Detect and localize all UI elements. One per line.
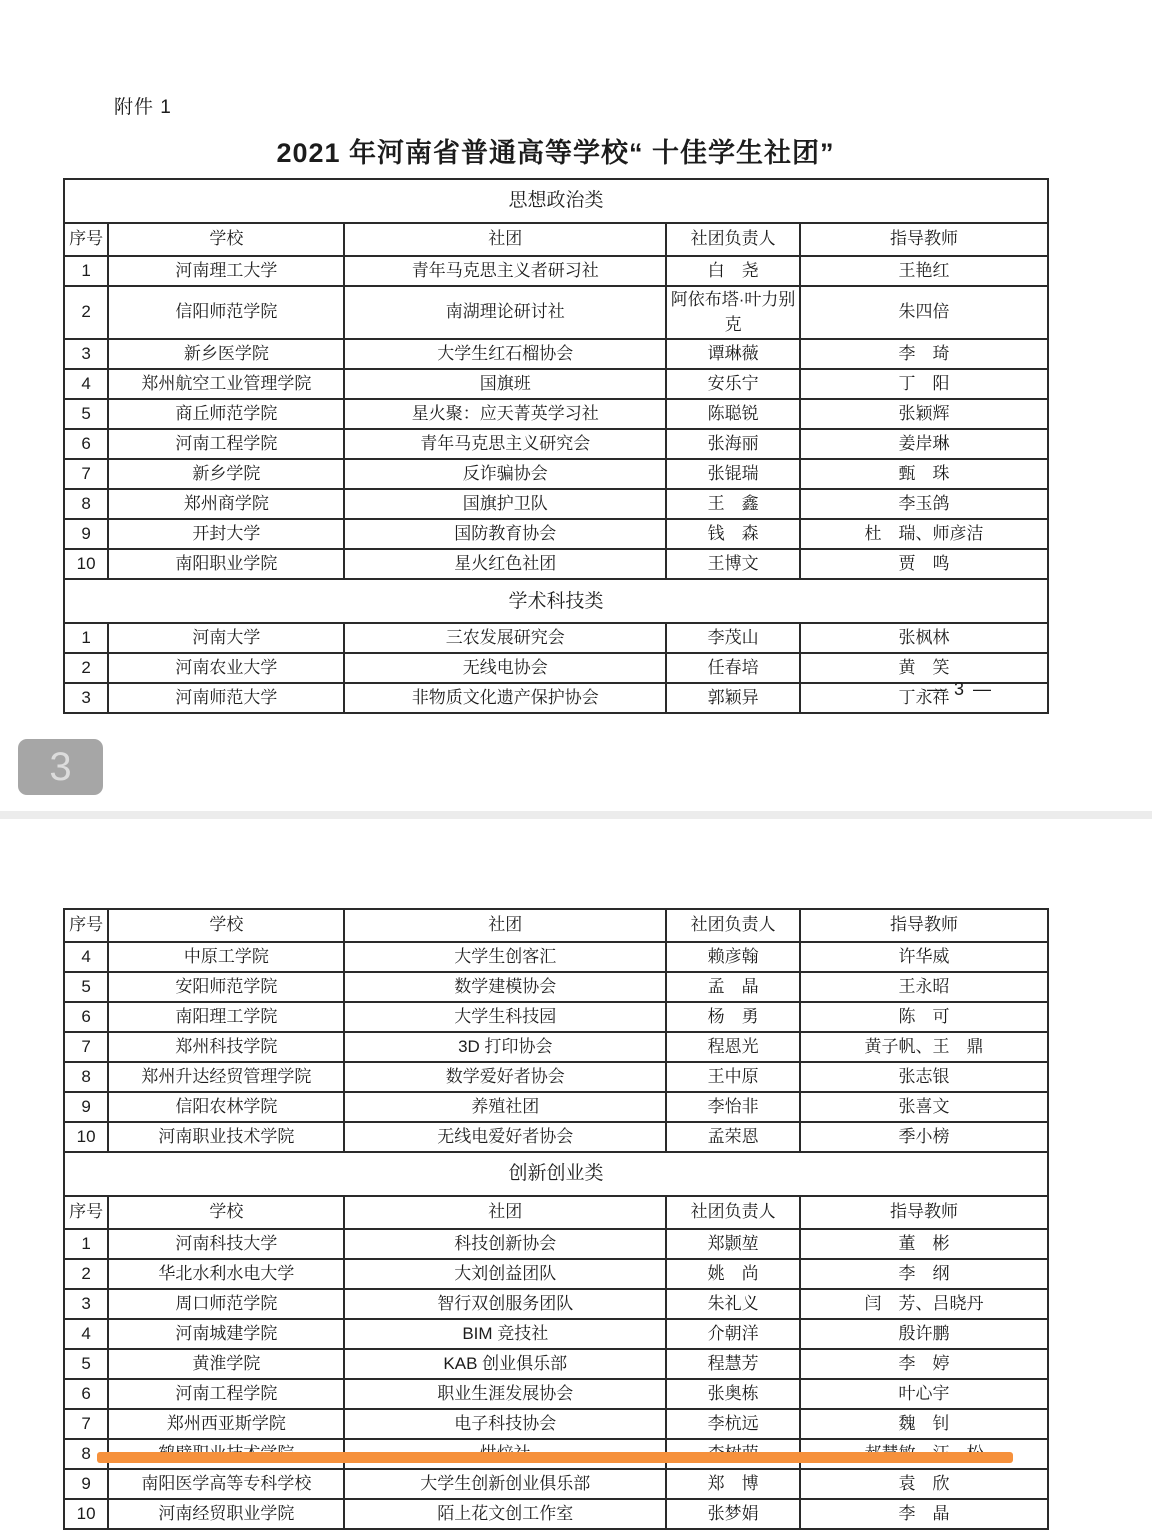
cell-teacher: 杜 瑞、师彦洁	[800, 519, 1048, 549]
table-row	[64, 1469, 1048, 1499]
section-title: 学术科技类	[64, 579, 1048, 623]
cell-leader: 介朝洋	[666, 1319, 800, 1349]
cell-school: 郑州升达经贸管理学院	[108, 1062, 344, 1092]
cell-leader: 王中原	[666, 1062, 800, 1092]
cell-teacher: 姜岸琳	[800, 429, 1048, 459]
cell-leader: 陈聪锐	[666, 399, 800, 429]
cell-teacher: 黄 笑	[800, 653, 1048, 683]
table-row	[64, 1229, 1048, 1259]
cell-index: 7	[64, 459, 108, 489]
cell-leader: 阿依布塔·叶力别克	[666, 286, 800, 339]
attachment-label: 附件 1	[114, 97, 172, 118]
cell-leader: 张海丽	[666, 429, 800, 459]
cell-teacher: 丁永祥	[800, 683, 1048, 713]
column-header: 学校	[108, 1196, 344, 1229]
scroll-page-badge: 3	[18, 739, 103, 795]
column-header: 学校	[108, 223, 344, 256]
cell-index: 1	[64, 623, 108, 653]
cell-index: 10	[64, 1499, 108, 1529]
cell-teacher: 李玉鸽	[800, 489, 1048, 519]
table-row	[64, 519, 1048, 549]
cell-club: 无线电协会	[344, 653, 666, 683]
cell-club: 大学生科技园	[344, 1002, 666, 1032]
document-title: 2021 年河南省普通高等学校“ 十佳学生社团”	[276, 138, 835, 168]
cell-school: 新乡医学院	[108, 339, 344, 369]
cell-teacher: 张枫林	[800, 623, 1048, 653]
cell-leader: 郭颖异	[666, 683, 800, 713]
cell-club: 南湖理论研讨社	[344, 286, 666, 339]
cell-club: BIM 竞技社	[344, 1319, 666, 1349]
cell-leader: 白 尧	[666, 256, 800, 286]
cell-school: 郑州科技学院	[108, 1032, 344, 1062]
section-title: 创新创业类	[64, 1152, 1048, 1196]
cell-school: 黄淮学院	[108, 1349, 344, 1379]
cell-club: KAB 创业俱乐部	[344, 1349, 666, 1379]
cell-school: 河南农业大学	[108, 653, 344, 683]
cell-teacher: 闫 芳、吕晓丹	[800, 1289, 1048, 1319]
cell-club: 星火红色社团	[344, 549, 666, 579]
cell-club: 陌上花文创工作室	[344, 1499, 666, 1529]
column-header: 指导教师	[800, 909, 1048, 942]
cell-index: 1	[64, 1229, 108, 1259]
cell-school: 南阳理工学院	[108, 1002, 344, 1032]
table-row	[64, 972, 1048, 1002]
cell-school: 商丘师范学院	[108, 399, 344, 429]
column-header: 学校	[108, 909, 344, 942]
cell-teacher: 叶心宇	[800, 1379, 1048, 1409]
cell-teacher: 陈 可	[800, 1002, 1048, 1032]
cell-school: 开封大学	[108, 519, 344, 549]
cell-leader: 程慧芳	[666, 1349, 800, 1379]
table-row	[64, 1319, 1048, 1349]
cell-school: 河南师范大学	[108, 683, 344, 713]
clubs-table-page1	[63, 178, 1049, 714]
table-row	[64, 623, 1048, 653]
cell-teacher: 董 彬	[800, 1229, 1048, 1259]
cell-club: 无线电爱好者协会	[344, 1122, 666, 1152]
cell-club: 青年马克思主义者研习社	[344, 256, 666, 286]
cell-school: 南阳医学高等专科学校	[108, 1469, 344, 1499]
cell-index: 8	[64, 1439, 108, 1469]
cell-index: 7	[64, 1409, 108, 1439]
cell-index: 2	[64, 286, 108, 339]
cell-leader: 王博文	[666, 549, 800, 579]
cell-index: 6	[64, 429, 108, 459]
cell-leader: 姚 尚	[666, 1259, 800, 1289]
column-header: 社团负责人	[666, 909, 800, 942]
cell-club: 国防教育协会	[344, 519, 666, 549]
cell-school: 华北水利水电大学	[108, 1259, 344, 1289]
column-header: 序号	[64, 909, 108, 942]
table-row	[64, 399, 1048, 429]
cell-teacher: 张志银	[800, 1062, 1048, 1092]
cell-index: 2	[64, 653, 108, 683]
cell-leader: 任春培	[666, 653, 800, 683]
cell-school: 中原工学院	[108, 942, 344, 972]
cell-teacher: 张颖辉	[800, 399, 1048, 429]
orange-marker-highlight	[97, 1452, 1013, 1463]
table-row	[64, 369, 1048, 399]
cell-index: 4	[64, 369, 108, 399]
cell-index: 2	[64, 1259, 108, 1289]
cell-index: 9	[64, 519, 108, 549]
column-header: 社团	[344, 223, 666, 256]
cell-club: 非物质文化遗产保护协会	[344, 683, 666, 713]
table-row	[64, 459, 1048, 489]
cell-index: 9	[64, 1092, 108, 1122]
cell-school: 郑州西亚斯学院	[108, 1409, 344, 1439]
cell-teacher: 朱四倍	[800, 286, 1048, 339]
cell-leader: 谭琳薇	[666, 339, 800, 369]
cell-school: 信阳师范学院	[108, 286, 344, 339]
cell-index: 6	[64, 1002, 108, 1032]
cell-school: 河南理工大学	[108, 256, 344, 286]
table-row	[64, 549, 1048, 579]
cell-teacher: 甄 珠	[800, 459, 1048, 489]
cell-index: 5	[64, 1349, 108, 1379]
page-separator	[0, 811, 1152, 819]
cell-school: 新乡学院	[108, 459, 344, 489]
cell-leader: 李怡非	[666, 1092, 800, 1122]
cell-club: 大学生红石榴协会	[344, 339, 666, 369]
cell-school: 郑州航空工业管理学院	[108, 369, 344, 399]
cell-leader: 郑颢堃	[666, 1229, 800, 1259]
cell-index: 10	[64, 549, 108, 579]
column-header: 社团	[344, 909, 666, 942]
cell-club: 智行双创服务团队	[344, 1289, 666, 1319]
cell-club: 反诈骗协会	[344, 459, 666, 489]
cell-club: 数学建模协会	[344, 972, 666, 1002]
cell-club: 电子科技协会	[344, 1409, 666, 1439]
cell-teacher: 季小榜	[800, 1122, 1048, 1152]
cell-school: 河南经贸职业学院	[108, 1499, 344, 1529]
table-row	[64, 1062, 1048, 1092]
cell-school: 河南大学	[108, 623, 344, 653]
cell-index: 5	[64, 972, 108, 1002]
table-row	[64, 286, 1048, 339]
cell-leader: 赖彦翰	[666, 942, 800, 972]
cell-index: 6	[64, 1379, 108, 1409]
cell-club: 青年马克思主义研究会	[344, 429, 666, 459]
cell-leader: 朱礼义	[666, 1289, 800, 1319]
table-row	[64, 1379, 1048, 1409]
table-row	[64, 256, 1048, 286]
cell-leader: 张奥栋	[666, 1379, 800, 1409]
table-row	[64, 942, 1048, 972]
cell-club: 国旗班	[344, 369, 666, 399]
cell-club: 大学生创新创业俱乐部	[344, 1469, 666, 1499]
cell-school: 河南职业技术学院	[108, 1122, 344, 1152]
cell-teacher: 魏 钊	[800, 1409, 1048, 1439]
table-row	[64, 1289, 1048, 1319]
cell-index: 4	[64, 942, 108, 972]
cell-club: 大学生创客汇	[344, 942, 666, 972]
clubs-table-page2	[63, 908, 1049, 1530]
cell-leader: 钱 森	[666, 519, 800, 549]
cell-index: 4	[64, 1319, 108, 1349]
cell-school: 安阳师范学院	[108, 972, 344, 1002]
cell-teacher: 李 琦	[800, 339, 1048, 369]
column-header-row	[64, 1196, 1048, 1229]
cell-club: 星火聚：应天菁英学习社	[344, 399, 666, 429]
cell-leader: 安乐宁	[666, 369, 800, 399]
cell-index: 10	[64, 1122, 108, 1152]
cell-club: 养殖社团	[344, 1092, 666, 1122]
cell-index: 1	[64, 256, 108, 286]
page-number: — 3 —	[926, 679, 993, 699]
cell-school: 信阳农林学院	[108, 1092, 344, 1122]
cell-school: 南阳职业学院	[108, 549, 344, 579]
table-row	[64, 429, 1048, 459]
column-header-row	[64, 909, 1048, 942]
cell-school: 郑州商学院	[108, 489, 344, 519]
table-row	[64, 1032, 1048, 1062]
cell-teacher: 许华威	[800, 942, 1048, 972]
table-row	[64, 339, 1048, 369]
cell-club: 数学爱好者协会	[344, 1062, 666, 1092]
cell-club: 三农发展研究会	[344, 623, 666, 653]
cell-leader: 李杭远	[666, 1409, 800, 1439]
cell-index: 3	[64, 339, 108, 369]
table-row	[64, 1259, 1048, 1289]
cell-teacher: 张喜文	[800, 1092, 1048, 1122]
column-header: 社团负责人	[666, 223, 800, 256]
cell-teacher: 李 晶	[800, 1499, 1048, 1529]
cell-club: 国旗护卫队	[344, 489, 666, 519]
column-header: 指导教师	[800, 1196, 1048, 1229]
cell-leader: 郑 博	[666, 1469, 800, 1499]
cell-teacher: 殷许鹏	[800, 1319, 1048, 1349]
cell-index: 3	[64, 683, 108, 713]
cell-leader: 程恩光	[666, 1032, 800, 1062]
cell-leader: 张梦娟	[666, 1499, 800, 1529]
column-header: 序号	[64, 1196, 108, 1229]
cell-school: 河南城建学院	[108, 1319, 344, 1349]
section-title: 思想政治类	[64, 179, 1048, 223]
cell-leader: 杨 勇	[666, 1002, 800, 1032]
table-row	[64, 1002, 1048, 1032]
cell-leader: 王 鑫	[666, 489, 800, 519]
cell-club: 职业生涯发展协会	[344, 1379, 666, 1409]
column-header: 指导教师	[800, 223, 1048, 256]
cell-school: 河南工程学院	[108, 1379, 344, 1409]
cell-teacher: 李 婷	[800, 1349, 1048, 1379]
column-header: 社团负责人	[666, 1196, 800, 1229]
table-row	[64, 1092, 1048, 1122]
cell-school: 河南科技大学	[108, 1229, 344, 1259]
cell-teacher: 黄子帆、王 鼎	[800, 1032, 1048, 1062]
cell-teacher: 袁 欣	[800, 1469, 1048, 1499]
table-row	[64, 1122, 1048, 1152]
cell-index: 9	[64, 1469, 108, 1499]
cell-club: 3D 打印协会	[344, 1032, 666, 1062]
cell-index: 3	[64, 1289, 108, 1319]
column-header: 序号	[64, 223, 108, 256]
cell-school: 周口师范学院	[108, 1289, 344, 1319]
cell-index: 8	[64, 1062, 108, 1092]
table-row	[64, 1409, 1048, 1439]
cell-teacher: 李 纲	[800, 1259, 1048, 1289]
cell-leader: 李茂山	[666, 623, 800, 653]
table-row	[64, 1499, 1048, 1529]
cell-teacher: 王永昭	[800, 972, 1048, 1002]
cell-school: 河南工程学院	[108, 429, 344, 459]
table-row	[64, 489, 1048, 519]
cell-teacher: 丁 阳	[800, 369, 1048, 399]
cell-teacher: 王艳红	[800, 256, 1048, 286]
cell-leader: 孟荣恩	[666, 1122, 800, 1152]
cell-index: 5	[64, 399, 108, 429]
table-row	[64, 1349, 1048, 1379]
cell-teacher: 贾 鸣	[800, 549, 1048, 579]
cell-index: 7	[64, 1032, 108, 1062]
column-header-row	[64, 223, 1048, 256]
cell-leader: 孟 晶	[666, 972, 800, 1002]
cell-club: 大刘创益团队	[344, 1259, 666, 1289]
column-header: 社团	[344, 1196, 666, 1229]
cell-index: 8	[64, 489, 108, 519]
cell-club: 科技创新协会	[344, 1229, 666, 1259]
cell-leader: 张锟瑞	[666, 459, 800, 489]
